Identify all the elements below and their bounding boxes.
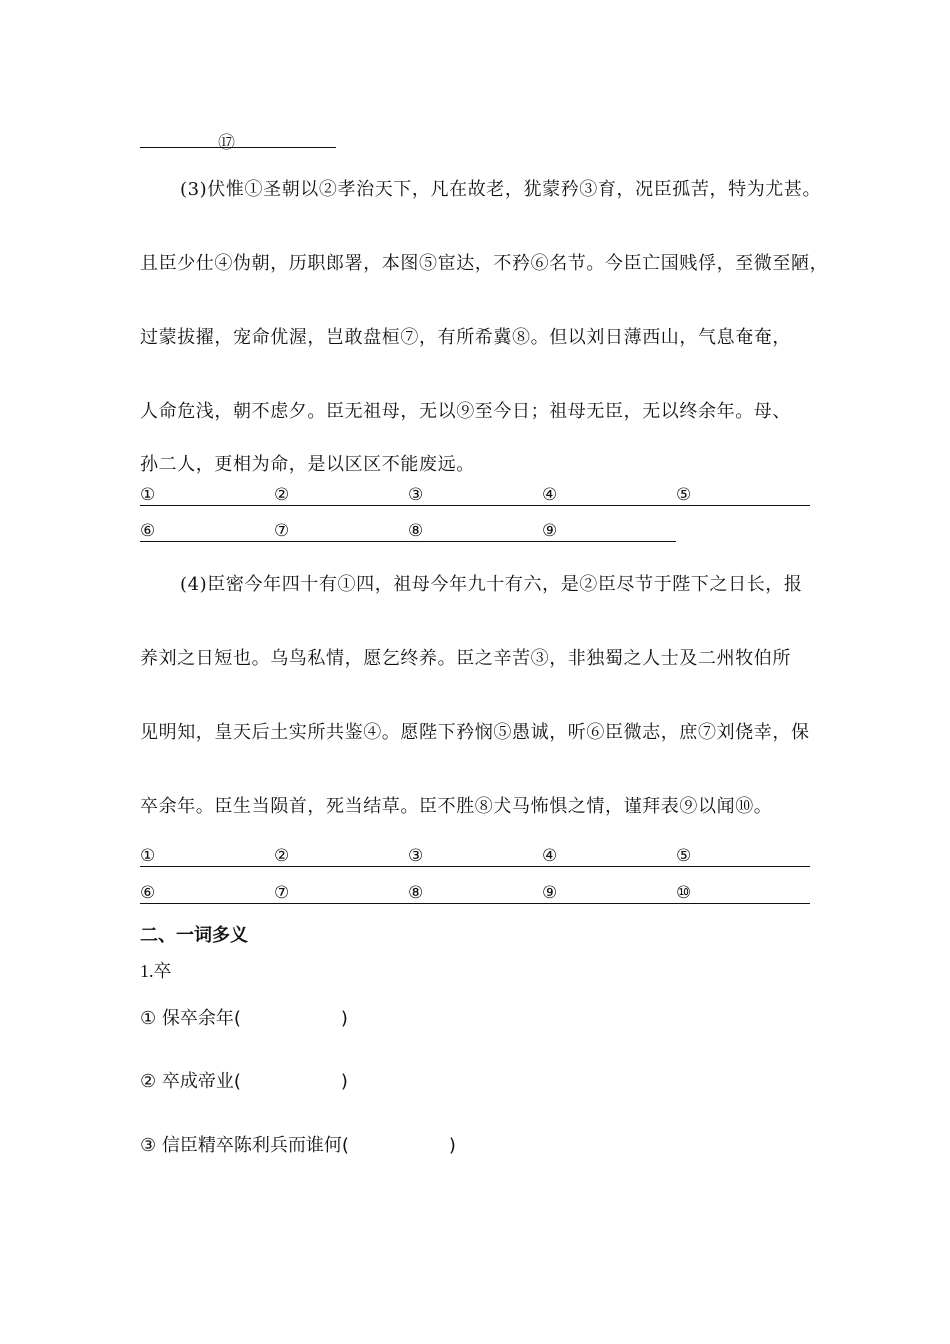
blank-label: ⑧ xyxy=(408,883,424,903)
blank-label: ⑰ xyxy=(218,133,235,153)
question-close: ) xyxy=(340,1071,348,1092)
question-text: ① 保卒余年( xyxy=(140,1008,241,1029)
passage-3-line-3: 过蒙拔擢，宠命优渥，岂敢盘桓⑦，有所希冀⑧。但以刘日薄西山，气息奄奄， xyxy=(140,327,791,348)
blank-label: ④ xyxy=(542,846,558,866)
question-item xyxy=(140,1067,348,1093)
blank-label: ⑥ xyxy=(140,883,156,903)
answer-line xyxy=(140,505,810,506)
question-text: ② 卒成帝业( xyxy=(140,1071,241,1092)
blank-label: ⑨ xyxy=(542,883,558,903)
question-item xyxy=(140,1131,456,1157)
question-text: ③ 信臣精卒陈利兵而谁何( xyxy=(140,1135,349,1156)
passage-3-line-2: 且臣少仕④伪朝，历职郎署，本图⑤宦达，不矜⑥名节。今臣亡国贱俘，至微至陋， xyxy=(140,253,829,274)
blank-label: ② xyxy=(274,846,290,866)
blank-label: ⑩ xyxy=(676,883,692,903)
question-close: ) xyxy=(340,1008,348,1029)
blank-label: ② xyxy=(274,485,290,505)
answer-line xyxy=(140,147,336,148)
blank-label: ⑨ xyxy=(542,521,558,541)
blank-label: ① xyxy=(140,485,156,505)
passage-4-line-3: 见明知，皇天后土实所共鉴④。愿陛下矜悯⑤愚诚，听⑥臣微志，庶⑦刘侥幸，保 xyxy=(140,722,810,743)
blank-label: ⑦ xyxy=(274,521,290,541)
blank-label: ⑤ xyxy=(676,846,692,866)
answer-line xyxy=(140,866,810,867)
word-heading: 1.卒 xyxy=(140,961,172,981)
question-close: ) xyxy=(448,1135,456,1156)
answer-line xyxy=(140,541,676,542)
blank-label: ③ xyxy=(408,485,424,505)
passage-3-line-4: 人命危浅，朝不虑夕。臣无祖母，无以⑨至今日；祖母无臣，无以终余年。母、 xyxy=(140,401,791,422)
blank-label: ③ xyxy=(408,846,424,866)
passage-3-line-1: (3)伏惟①圣朝以②孝治天下，凡在故老，犹蒙矜③育，况臣孤苦，特为尤甚。 xyxy=(180,179,822,200)
passage-3-line-5: 孙二人，更相为命，是以区区不能废远。 xyxy=(140,454,475,475)
blank-label: ⑧ xyxy=(408,521,424,541)
passage-4-line-2: 养刘之日短也。乌鸟私情，愿乞终养。臣之辛苦③，非独蜀之人士及二州牧伯所 xyxy=(140,648,791,669)
blank-label: ① xyxy=(140,846,156,866)
answer-line xyxy=(140,903,810,904)
blank-label: ⑦ xyxy=(274,883,290,903)
passage-4-line-1: (4)臣密今年四十有①四，祖母今年九十有六，是②臣尽节于陛下之日长，报 xyxy=(180,574,803,595)
passage-4-line-4: 卒余年。臣生当陨首，死当结草。臣不胜⑧犬马怖惧之情，谨拜表⑨以闻⑩。 xyxy=(140,796,773,817)
blank-label: ④ xyxy=(542,485,558,505)
blank-label: ⑥ xyxy=(140,521,156,541)
question-item xyxy=(140,1004,348,1030)
blank-label: ⑤ xyxy=(676,485,692,505)
section-heading: 二、一词多义 xyxy=(140,925,248,946)
